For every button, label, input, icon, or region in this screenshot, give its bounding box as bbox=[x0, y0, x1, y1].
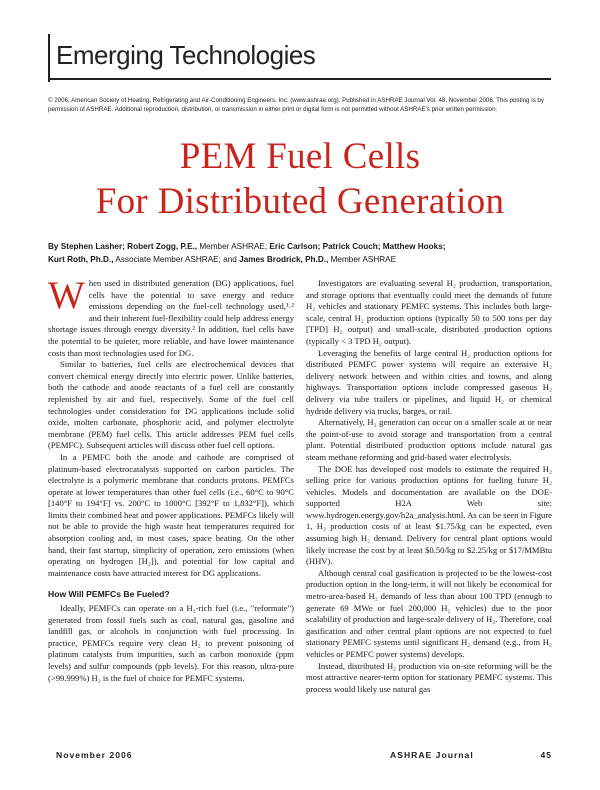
section-tag-rule-horizontal bbox=[48, 78, 551, 80]
byline-author-4-role: Member ASHRAE bbox=[328, 255, 397, 264]
paragraph: Ideally, PEMFCs can operate on a H₂-rich fuel (i.e., "reformate") generated from fossil fuels such as coal, natural gas, gasoline and landfill gas, or alcohols in conjunction with fuel processing. In practice, PEMFCs require very clean H₂ to prevent poisoning of platinum catalysts from impurities, such as carbon monoxide (ppm levels) and sulfur compounds (ppb levels). For this reason, ultra-pure (>99.999%) H₂ is the fuel of choice for PEMFC systems. bbox=[48, 603, 294, 683]
byline-author-3: Kurt Roth, Ph.D., bbox=[48, 255, 114, 264]
byline-author-3-role: Associate Member ASHRAE; and bbox=[113, 255, 240, 264]
byline-by: By bbox=[48, 242, 59, 251]
byline-author-4: James Brodrick, Ph.D., bbox=[239, 255, 329, 264]
paragraph-intro-text: hen used in distributed generation (DG) applications, fuel cells have the potential to save energy and reduce emissions depending on the fuel-cell technology used,¹˒² and their inherent fuel-flexibility could help address energy shortage issues through energy diversity.² In addition, fuel cells have the potential to be quieter, more reliable, and have lower maintenance costs than most technologies used for DG. bbox=[48, 278, 294, 358]
paragraph: Instead, distributed H₂ production via on-site reforming will be the most attractive nearer-term option for stationary PEMFC systems. This process would likely use natural gas bbox=[306, 660, 552, 694]
paragraph: The DOE has developed cost models to estimate the required H₂ selling price for various production options for fueling future H₂ vehicles. Models and documentation are available on the DOE-supported H2A Web site: www.hydrogen.energy.gov/h2a_analysis.html. As can be seen in Figure 1, H₂ production costs of at least $1.75/kg can be expected, even assuming high H₂ demand. Delivery for central plant options would likely increase the cost by at least $0.50/kg to $2.25/kg or $17/MMBtu (HHV). bbox=[306, 463, 552, 567]
copyright-notice: © 2006, American Society of Heating, Refrigerating and Air-Conditioning Engineers, Inc. (www.ashrae.org). Published in ASHRAE Journal Vol. 48, November 2006. This posting is by permission of ASHRAE. Additional reproduction, distribution, or transmission in either print or digital form is not permitted without ASHRAE's prior written permission. bbox=[48, 97, 544, 113]
paragraph: Leveraging the benefits of large central H₂ production options for distributed PEMFC power systems will require an extensive H₂ delivery network between and within cities and towns, and along highways. Transportation options include compressed gaseous H₂ delivery via tube trailers or pipelines, and liquid H₂ or chemical hydride delivery via trucks, barges, or rail. bbox=[306, 347, 552, 416]
byline-author-1: Stephen Lasher; Robert Zogg, P.E., bbox=[60, 242, 198, 251]
section-tag: Emerging Technologies bbox=[56, 40, 316, 70]
paragraph: In a PEMFC both the anode and cathode are comprised of platinum-based electrocatalysts supported on carbon particles. The electrolyte is a polymeric membrane that conducts protons. PEMFCs operate at lower temperatures than other fuel cells (i.e., 60°C to 90°C [140°F to 194°F] vs. 200°C to 1000°C [392°F to 1,832°F]), which limits their combined heat and power applications. PEMFCs likely will not be able to provide the high waste heat temperatures required for absorption cooling and, in most cases, space heating. On the other hand, their fast startup, simplicity of operation, zero emissions (when operating on hydrogen [H₂]), and potential for low capital and maintenance costs have attracted interest for DG applications. bbox=[48, 451, 294, 578]
byline-author-1-role: Member ASHRAE; bbox=[197, 242, 270, 251]
footer-date: November 2006 bbox=[56, 750, 133, 760]
section-subheading: How Will PEMFCs Be Fueled? bbox=[48, 589, 170, 600]
byline bbox=[48, 240, 552, 266]
article-title-line-2: For Distributed Generation bbox=[95, 181, 505, 222]
right-column bbox=[306, 278, 552, 695]
paragraph-intro bbox=[48, 274, 294, 359]
drop-cap: W bbox=[48, 274, 85, 317]
section-tag-rule-vertical bbox=[48, 34, 50, 82]
byline-author-2: Eric Carlson; Patrick Couch; Matthew Hooks; bbox=[269, 242, 446, 251]
paragraph: Alternatively, H₂ generation can occur on a smaller scale at or near the point-of-use to avoid storage and transportation from a central plant. Potential distributed production options include natural gas steam methane reforming and grid-based water electrolysis. bbox=[306, 417, 552, 462]
paragraph: Although central coal gasification is projected to be the lowest-cost production option in the long-term, it will not likely be economical for metro-area-based H₂ demands of less than about 100 TPD (enough to generate 69 MWe or fuel 200,000 H₂ vehicles) due to the poor scalability of production and large-scale delivery of H₂. Therefore, coal gasification and other central plant options are not expected to fuel stationary PEMFC systems until significant H₂ demand (e.g., from H₂ vehicles or PEMFC power systems) develops. bbox=[306, 567, 552, 659]
paragraph: Similar to batteries, fuel cells are electrochemical devices that convert chemical energy directly into electric power. Unlike batteries, both the cathode and anode reactants of a fuel cell are constantly replenished by air and fuel, respectively. Some of the fuel cell technologies under consideration for DG applications include solid oxide, molten carbonate, phosphoric acid, and polymer electrolyte membrane (PEM) fuel cells. This article addresses PEM fuel cells (PEMFC). Subsequent articles will discuss other fuel cell options. bbox=[48, 359, 294, 451]
paragraph: Investigators are evaluating several H₂ production, transportation, and storage options that eventually could meet the demands of future H₂ vehicles and stationary PEMFC systems. This includes both large-scale, central H₂ production options (typically 50 to 500 tons per day [TPD] H₂ output) and small-scale, distributed production options (typically < 3 TPD H₂ output). bbox=[306, 278, 552, 346]
page-number: 45 bbox=[540, 750, 552, 760]
footer-journal: ASHRAE Journal bbox=[390, 750, 474, 760]
article-title-line-1: PEM Fuel Cells bbox=[179, 136, 421, 177]
left-column bbox=[48, 274, 294, 684]
